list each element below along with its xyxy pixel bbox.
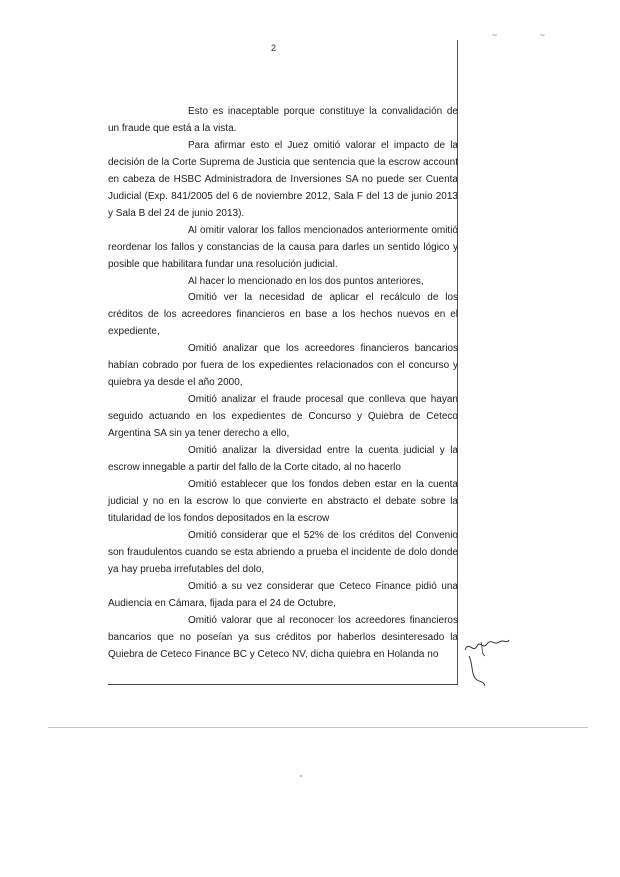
paragraph-4: Al hacer lo mencionado en los dos puntos anteriores, [188, 275, 424, 287]
paragraph-9: Omitió establecer que los fondos deben estar en la cuenta judicial y no en la escrow lo que convierte en abstracto el debate sobre la titularidad de los fondos depositados en la escrow [108, 478, 458, 524]
scan-edge-line [48, 727, 588, 728]
paragraph-2: Para afirmar esto el Juez omitió valorar el impacto de la decisión de la Corte Suprema de Justicia que sentencia que la escrow account en cabeza de HSBC Administradora de Inversiones SA no puede ser Cuenta Judicial (Exp. 841/2005 del 6 de noviembre 2012, Sala F del 13 de junio 2013 y Sala B del 24 de junio 2013). [108, 139, 458, 219]
body-text [108, 104, 458, 663]
paragraph-3: Al omitir valorar los fallos mencionados anteriormente omitió reordenar los fallos y constancias de la causa para darles un sentido lógico y posible que habilitara fundar una resolución judicial. [108, 224, 458, 270]
bottom-rule [108, 684, 458, 685]
paragraph-6: Omitió analizar que los acreedores financieros bancarios habían cobrado por fuera de los expedientes relacionados con el concurso y quiebra ya desde el año 2000, [108, 343, 458, 389]
scan-speck [300, 775, 302, 777]
paragraph-11: Omitió a su vez considerar que Ceteco Finance pidió una Audiencia en Cámara, fijada para el 24 de Octubre, [108, 580, 458, 609]
paragraph-12: Omitió valorar que al reconocer los acreedores financieros bancarios que no poseían ya sus créditos por haberlos desinteresado la Quiebra de Ceteco Finance BC y Ceteco NV, dicha quiebra en Holanda no [108, 614, 458, 660]
paragraph-8: Omitió analizar la diversidad entre la cuenta judicial y la escrow innegable a partir del fallo de la Corte citado, al no hacerlo [108, 445, 458, 474]
paragraph-1: Esto es inaceptable porque constituye la convalidación de un fraude que está a la vista. [108, 106, 458, 134]
paragraph-5: Omitió ver la necesidad de aplicar el recálculo de los créditos de los acreedores financieros en base a los hechos nuevos en el expediente, [108, 292, 458, 338]
paragraph-10: Omitió considerar que el 52% de los créditos del Convenio son fraudulentos cuando se esta abriendo a prueba el incidente de dolo donde ya hay prueba irrefutables del dolo, [108, 529, 458, 575]
page-number: 2 [271, 43, 277, 53]
corner-marks: ~ ~ [492, 30, 566, 40]
paragraph-7: Omitió analizar el fraude procesal que conlleva que hayan seguido actuando en los expedientes de Concurso y Quiebra de Ceteco Argentina SA sin ya tener derecho a ello, [108, 394, 458, 440]
handwritten-signature [461, 620, 511, 690]
